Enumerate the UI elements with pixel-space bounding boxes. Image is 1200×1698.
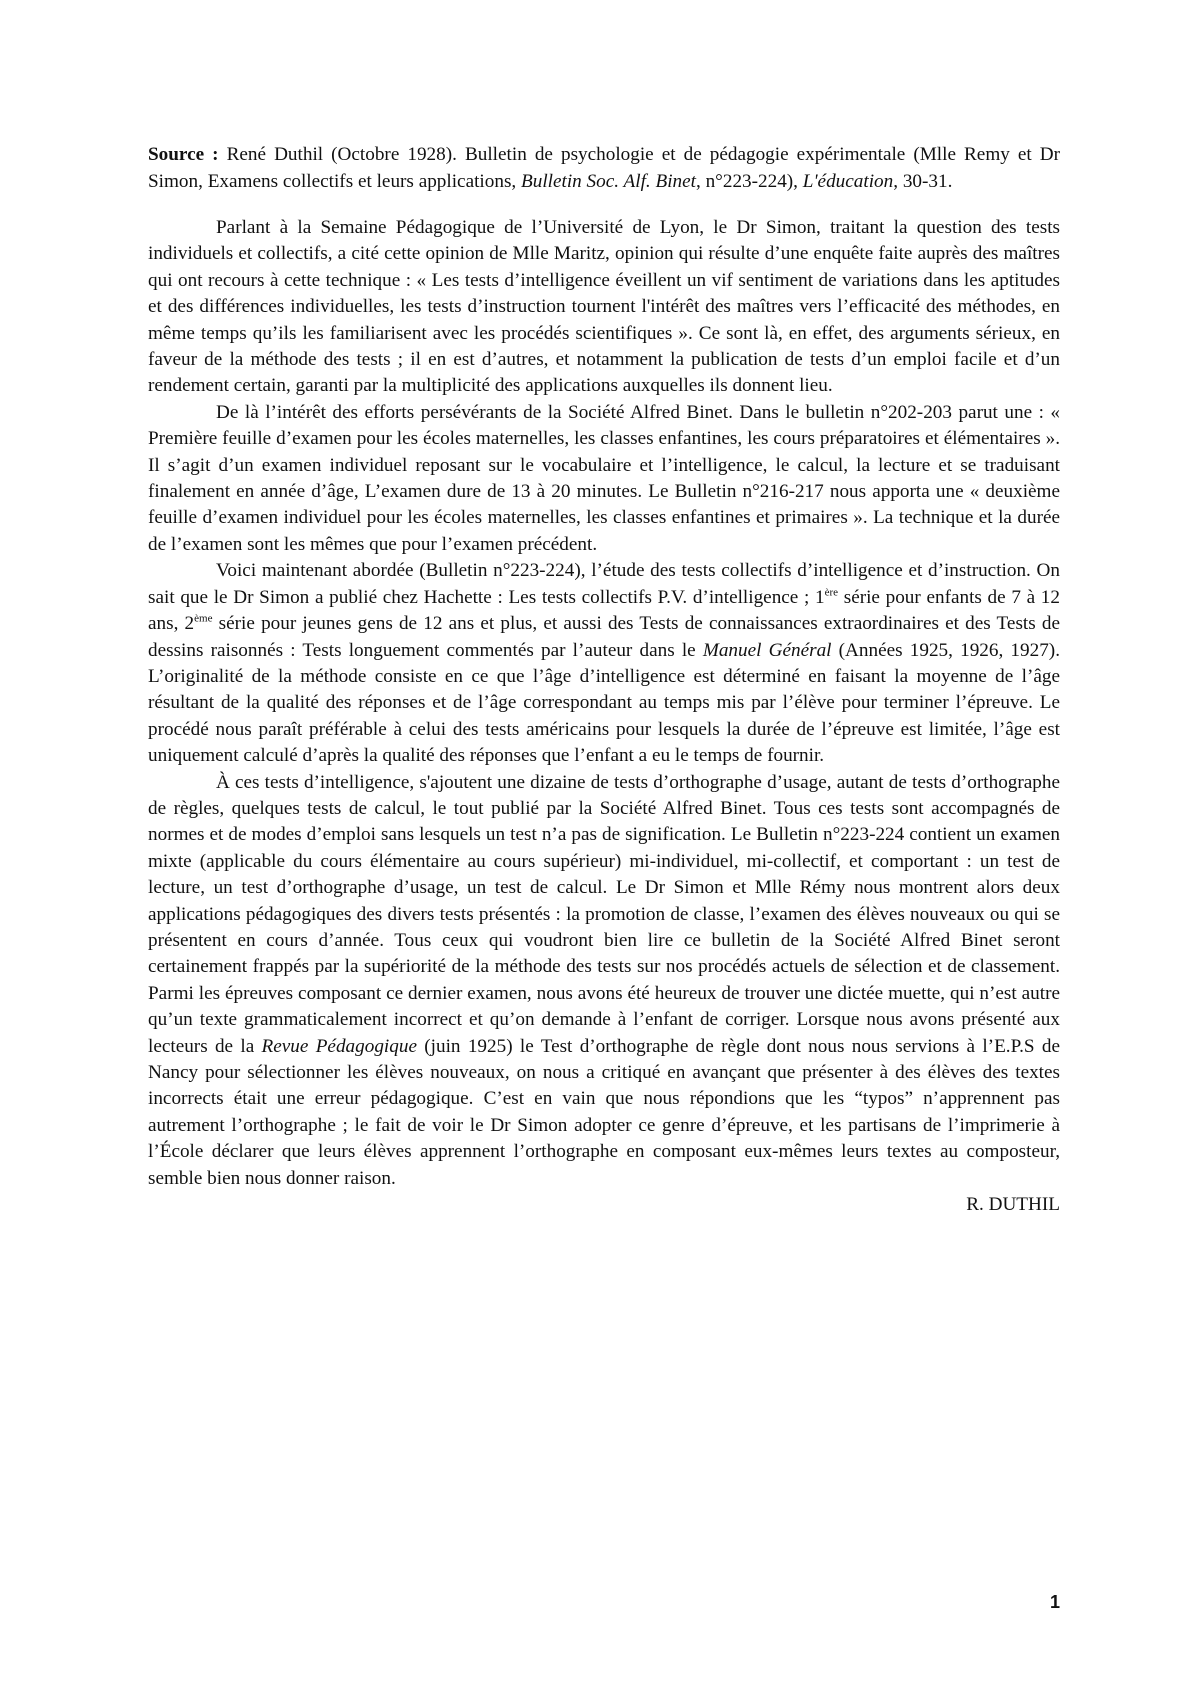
paragraph-3 xyxy=(148,558,1060,769)
revue-pedagogique-title: Revue Pédagogique xyxy=(261,1035,417,1057)
paragraph-4 xyxy=(148,770,1060,1193)
superscript-ere: ère xyxy=(824,586,839,599)
source-text-a: René Duthil (Octobre 1928). Bulletin de psychologie et de pédagogie expérimentale (Mlle Remy et Dr Simon, Examens collectifs et leurs applications, xyxy=(148,144,1061,192)
paragraph-3-part-b: série pour enfants de 7 à 12 ans, 2 xyxy=(148,586,1060,635)
source-publication-title: L'éducation xyxy=(802,170,894,192)
author-signature: R. DUTHIL xyxy=(966,1194,1060,1216)
document-page xyxy=(148,142,1060,1218)
manuel-general-title: Manuel Général xyxy=(702,639,832,661)
paragraph-3-part-a: Voici maintenant abordée (Bulletin n°223-224), l’étude des tests collectifs d’intelligence et d’instruction. On sait que le Dr Simon a publié chez Hachette : Les tests collectifs P.V. d’intelligence ; 1 xyxy=(148,560,1060,608)
source-citation xyxy=(148,142,1060,195)
paragraph-3-part-c: série pour jeunes gens de 12 ans et plus, et aussi des Tests de connaissances extraordinaires et des Tests de dessins raisonnés : Tests longuement commentés par l’auteur dans le xyxy=(148,613,1060,661)
paragraph-4-part-a: À ces tests d’intelligence, s'ajoutent une dizaine de tests d’orthographe d’usage, autant de tests d’orthographe de règles, quelques tests de calcul, le tout publié par la Société Alfred Binet. Tous ces tests sont accompagnés de normes et de modes d’emploi sans lesquels un test n’a pas de signification. Le Bulletin n°223-224 contient un examen mixte (applicable du cours élémentaire au cours supérieur) mi-individuel, mi-collectif, et comportant : un test de lecture, un test d’orthographe d’usage, un test de calcul. Le Dr Simon et Mlle Rémy nous montrent alors deux applications pédagogiques des divers tests présentés : la promotion de classe, l’examen des élèves nouveaux ou qui se présentent en cours d’année. Tous ceux qui voudront bien lire ce bulletin de la Société Alfred Binet seront certainement frappés par la supériorité de la méthode des tests sur nos procédés actuels de sélection et de classement. Parmi les épreuves composant ce dernier examen, nous avons été heureux de trouver une dictée muette, qui n’est autre qu’un texte grammaticalement incorrect et qu’on demande à l’enfant de corriger. Lorsque nous avons présenté aux lecteurs de la xyxy=(148,771,1060,1057)
paragraph-1: Parlant à la Semaine Pédagogique de l’Université de Lyon, le Dr Simon, traitant la question des tests individuels et collectifs, a cité cette opinion de Mlle Maritz, opinion qui résulte d’une enquête faite auprès des maîtres qui ont recours à cette technique : « Les tests d’intelligence éveillent un vif sentiment de variations dans les aptitudes et des différences individuelles, les tests d’instruction tournent l'intérêt des maîtres vers l’efficacité des méthodes, en même temps qu’ils les familiarisent avec les procédés scientifiques ». Ce sont là, en effet, des arguments sérieux, en faveur de la méthode des tests ; il en est d’autres, et notamment la publication de tests d’un emploi facile et d’un rendement certain, garanti par la multiplicité des applications auxquelles ils donnent lieu. xyxy=(148,217,1060,397)
source-text-c: , 30-31. xyxy=(893,170,953,192)
source-journal-title: Bulletin Soc. Alf. Binet xyxy=(521,170,696,192)
page-number: 1 xyxy=(1049,1592,1060,1612)
source-text-b: , n°223-224), xyxy=(695,170,803,192)
paragraph-4-part-b: (juin 1925) le Test d’orthographe de règle dont nous nous servions à l’E.P.S de Nancy pour sélectionner les élèves nouveaux, on nous a critiqué en avançant que présenter à des élèves des textes incorrects était une erreur pédagogique. C’est en vain que nous répondions que les “typos” n’apprennent pas autrement l’orthographe ; le fait de voir le Dr Simon adopter ce genre d’épreuve, et les partisans de l’imprimerie à l’École déclarer que leurs élèves apprennent l’orthographe en composant eux-mêmes leurs textes au composteur, semble bien nous donner raison. xyxy=(148,1035,1061,1189)
paragraph-2: De là l’intérêt des efforts persévérants de la Société Alfred Binet. Dans le bulletin n°202-203 parut une : « Première feuille d’examen pour les écoles maternelles, les classes enfantines, les cours préparatoires et élémentaires ». Il s’agit d’un examen individuel reposant sur le vocabulaire et l’intelligence, le calcul, la lecture et se traduisant finalement en année d’âge, L’examen dure de 13 à 20 minutes. Le Bulletin n°216-217 nous apporta une « deuxième feuille d’examen individuel pour les écoles maternelles, les classes enfantines et primaires ». La technique et la durée de l’examen sont les mêmes que pour l’examen précédent. xyxy=(148,401,1060,555)
source-label: Source : xyxy=(148,144,219,165)
superscript-eme: ème xyxy=(194,612,213,625)
paragraph-3-part-d: (Années 1925, 1926, 1927). L’originalité de la méthode consiste en ce que l’âge d’intelligence est déterminé en faisant la moyenne de l’âge résultant de la qualité des réponses et de l’âge correspondant au temps mis par l’élève pour terminer l’épreuve. Le procédé nous paraît préférable à celui des tests américains pour lesquels la durée de l’épreuve est limitée, l’âge est uniquement calculé d’après la qualité des réponses que l’enfant a eu le temps de fournir. xyxy=(148,639,1060,767)
